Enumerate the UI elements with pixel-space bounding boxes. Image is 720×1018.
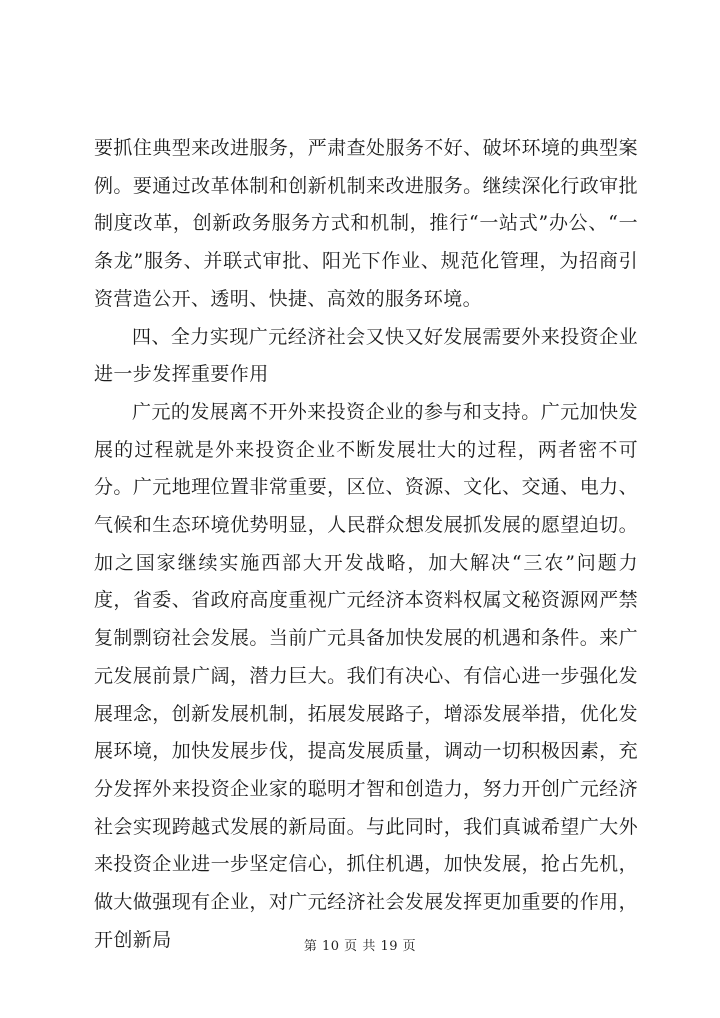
section-heading: 四、全力实现广元经济社会又快又好发展需要外来投资企业进一步发挥重要作用 — [94, 325, 638, 386]
document-body — [94, 130, 638, 959]
paragraph-1: 要抓住典型来改进服务，严肃查处服务不好、破坏环境的典型案例。要通过改革体制和创新机制来改进服务。继续深化行政审批制度改革，创新政务服务方式和机制，推行“一站式”办公、“一条龙”服务、并联式审批、阳光下作业、规范化管理，为招商引资营造公开、透明、快捷、高效的服务环境。 — [94, 137, 638, 310]
page-footer: 第 10 页 共 19 页 — [303, 939, 417, 954]
paragraph-2: 广元的发展离不开外来投资企业的参与和支持。广元加快发展的过程就是外来投资企业不断发展壮大的过程，两者密不可分。广元地理位置非常重要，区位、资源、文化、交通、电力、气候和生态环境优势明显，人民群众想发展抓发展的愿望迫切。加之国家继续实施西部大开发战略，加大解决“三农”问题力度，省委、省政府高度重视广元经济本资料权属文秘资源网严禁复制剽窃社会发展。当前广元具备加快发展的机遇和条件。来广元发展前景广阔，潜力巨大。我们有决心、有信心进一步强化发展理念，创新发展机制，拓展发展路子，增添发展举措，优化发展环境，加快发展步伐，提高发展质量，调动一切积极因素，充分发挥外来投资企业家的聪明才智和创造力，努力开创广元经济社会实现跨越式发展的新局面。与此同时，我们真诚希望广大外来投资企业进一步坚定信心，抓住机遇，加快发展，抢占先机，做大做强现有企业，对广元经济社会发展发挥更加重要的作用，开创新局 — [94, 400, 638, 951]
